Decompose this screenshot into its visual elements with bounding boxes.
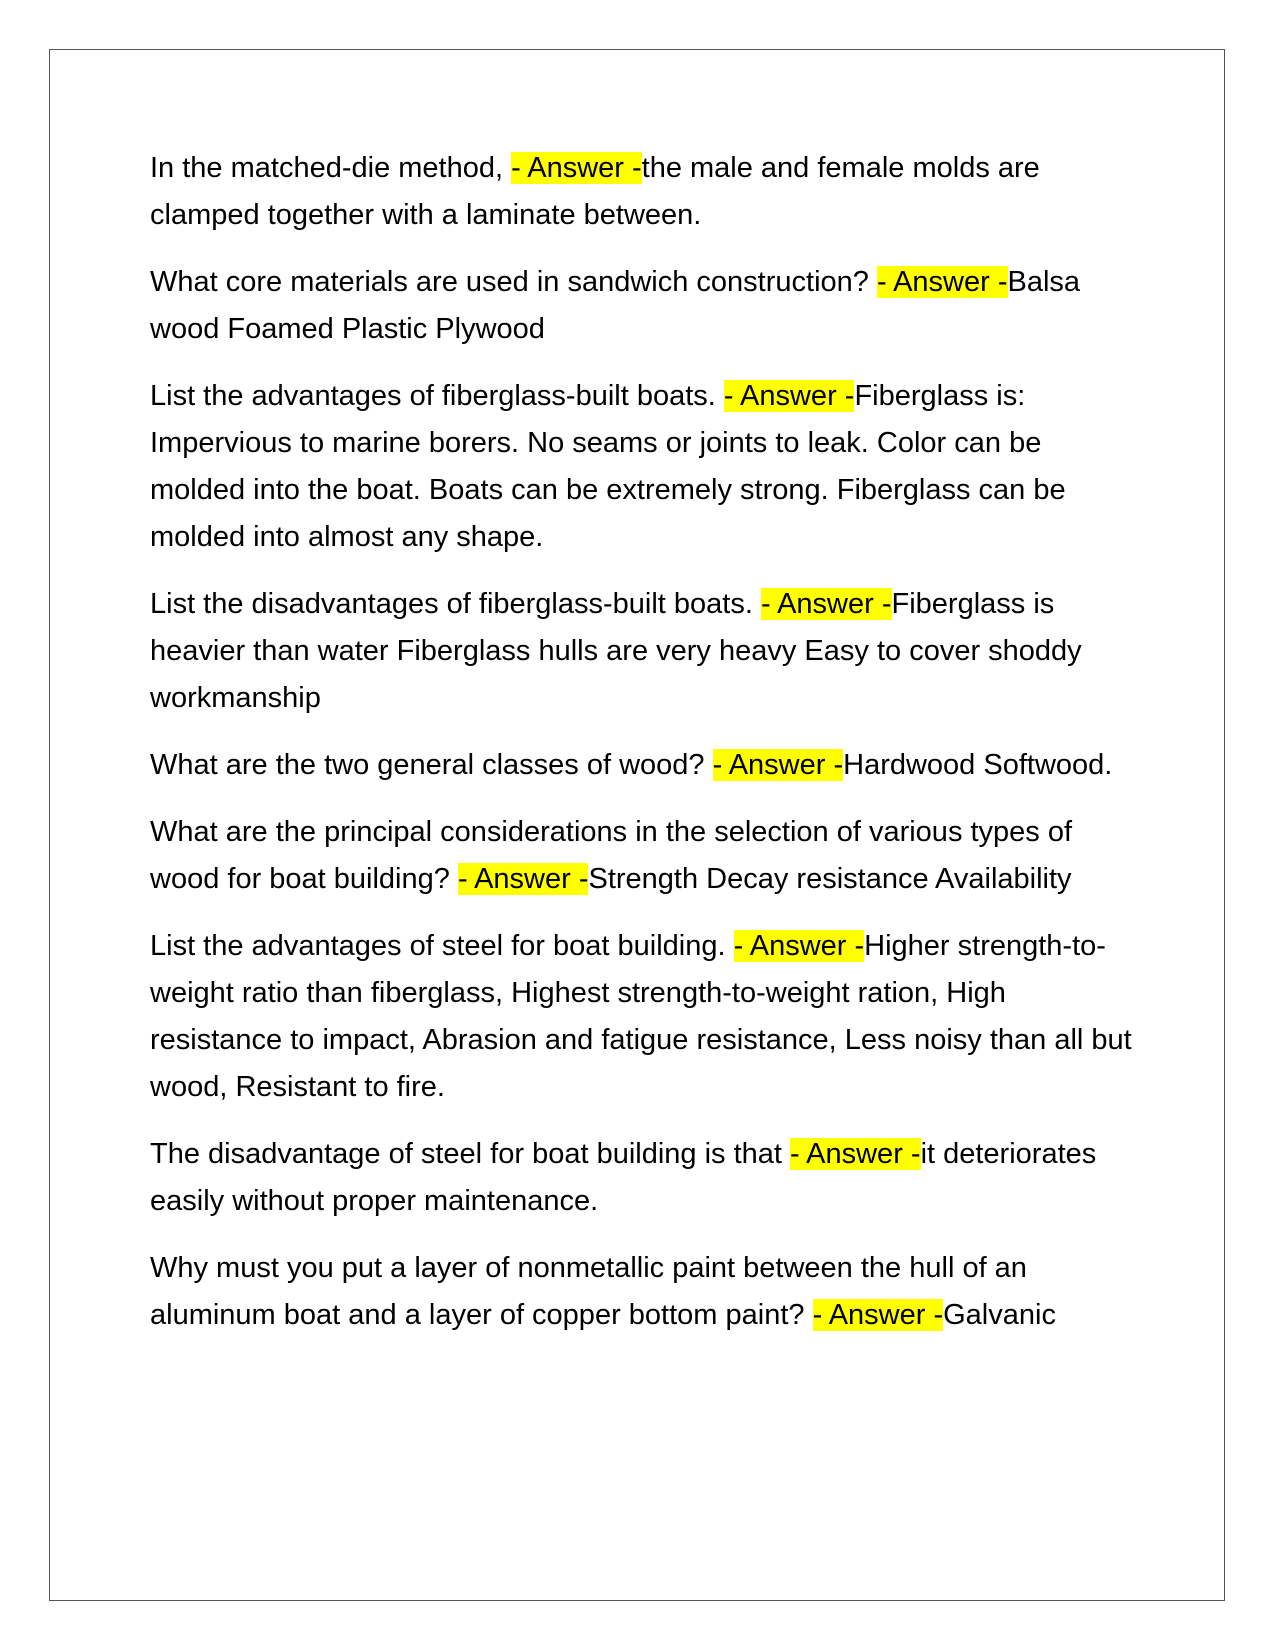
answer-label-highlight: - Answer - <box>876 266 1008 298</box>
answer-text: Higher strength-to-weight ratio than fiberglass, Highest strength-to-weight ration, High resistance to impact, Abrasion and fatigue resistance, Less noisy than all but wood, Resistant to fire. <box>150 930 1132 1103</box>
qa-item <box>150 259 1140 353</box>
qa-item <box>150 373 1140 561</box>
answer-label-highlight: - Answer - <box>723 380 855 412</box>
answer-label-highlight: - Answer - <box>733 930 865 962</box>
answer-text: Galvanic <box>943 1299 1056 1331</box>
question-text: The disadvantage of steel for boat building is that <box>150 1138 791 1170</box>
answer-text: Fiberglass is heavier than water Fiberglass hulls are very heavy Easy to cover shoddy workmanship <box>150 588 1082 714</box>
qa-item <box>150 581 1140 722</box>
qa-item <box>150 809 1140 903</box>
question-text: List the advantages of fiberglass-built boats. <box>150 380 724 412</box>
question-text: Why must you put a layer of nonmetallic paint between the hull of an aluminum boat and a layer of copper bottom paint? <box>150 1252 1027 1331</box>
answer-label-highlight: - Answer - <box>760 588 892 620</box>
question-text: In the matched-die method, <box>150 152 512 184</box>
answer-label-highlight: - Answer - <box>790 1138 921 1170</box>
document-body <box>150 145 1140 1359</box>
question-text: What core materials are used in sandwich construction? <box>150 266 877 298</box>
question-text: List the disadvantages of fiberglass-built boats. <box>150 588 761 620</box>
answer-text: Hardwood Softwood. <box>843 749 1113 781</box>
question-text: What are the principal considerations in the selection of various types of wood for boat building? <box>150 816 1073 895</box>
answer-text: it deteriorates easily without proper maintenance. <box>150 1138 1097 1217</box>
question-text: What are the two general classes of wood? <box>150 749 713 781</box>
answer-text: Balsa wood Foamed Plastic Plywood <box>150 266 1081 345</box>
answer-text: Fiberglass is: Impervious to marine borers. No seams or joints to leak. Color can be molded into the boat. Boats can be extremely strong. Fiberglass can be molded into almost any shape. <box>150 380 1066 553</box>
qa-item <box>150 1131 1140 1225</box>
qa-item <box>150 923 1140 1111</box>
qa-item <box>150 145 1140 239</box>
answer-label-highlight: - Answer - <box>457 863 589 895</box>
qa-item <box>150 742 1140 789</box>
answer-label-highlight: - Answer - <box>812 1299 944 1331</box>
qa-item <box>150 1245 1140 1339</box>
answer-label-highlight: - Answer - <box>511 152 642 184</box>
answer-label-highlight: - Answer - <box>712 749 844 781</box>
answer-text: the male and female molds are clamped together with a laminate between. <box>150 152 1040 231</box>
answer-text: Strength Decay resistance Availability <box>588 863 1072 895</box>
question-text: List the advantages of steel for boat building. <box>150 930 734 962</box>
